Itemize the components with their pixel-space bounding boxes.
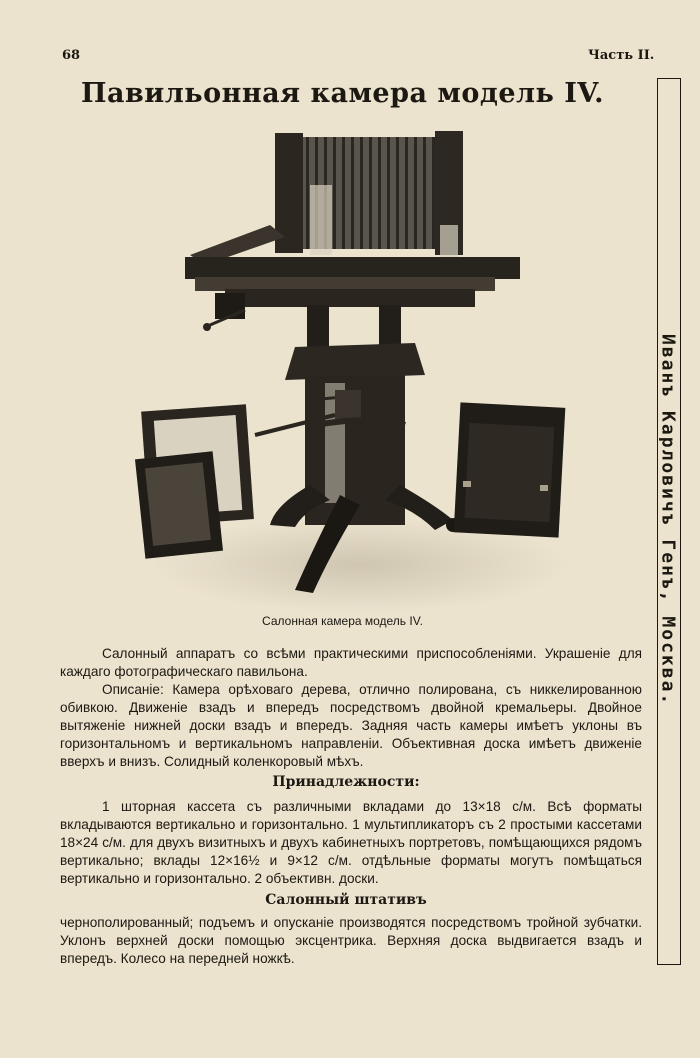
description-paragraph: Описаніе: Камера орѣховаго дерева, отлично полирована, съ никкелированною обивкою. Движеніе взадъ и впередъ посредствомъ двойной кремальеры. Двойное вытяженіе нижней доски взадъ и впередъ. Задняя часть камеры имѣетъ уклоны въ горизонтальномъ и вертикальномъ направленіи. Объективная доска имѣетъ движеніе вверхъ и внизъ. Солидный коленкоровый мѣхъ. (60, 682, 642, 769)
camera-body (275, 131, 463, 257)
stand-section (60, 914, 642, 968)
page-number: 68 (62, 48, 81, 63)
camera-illustration (135, 125, 575, 615)
side-banner-text: Иванъ Карловичъ Генъ, Москва. (657, 333, 679, 707)
accessories-section (60, 798, 642, 888)
running-head: Часть II. (588, 48, 655, 63)
photo-caption: Салонная камера модель IV. (262, 614, 423, 628)
page-title: Павильонная камера модель IV. (80, 78, 605, 109)
intro-section (60, 645, 642, 771)
accessories-heading: Принадлежности: (272, 774, 420, 790)
plate-holder-right (454, 402, 566, 537)
accessories-paragraph: 1 шторная кассета съ различными вкладами до 13×18 с/м. Всѣ форматы вкладываются вертикально и горизонтально. 1 мультипликаторъ съ 2 простыми кассетами 18×24 с/м. для двухъ визитныхъ и двухъ кабинетныхъ портретовъ, помѣщающихся рядомъ вертикально; вклады 12×16½ и 9×12 с/м. отдѣльные форматы могутъ помѣщаться вертикально и горизонтально. 2 объективн. доски. (60, 799, 642, 886)
stand-paragraph: чернополированный; подъемъ и опусканіе производятся посредствомъ тройной зубчатки. Уклонъ верхней доски помощью эксцентрика. Верхняя доска выдвигается взадъ и впередъ. Колесо на передней ножкѣ. (60, 915, 642, 966)
side-banner (658, 80, 678, 960)
stand-heading: Салонный штативъ (265, 892, 427, 908)
intro-paragraph: Салонный аппаратъ со всѣми практическими приспособленіями. Украшеніе для каждаго фотографическаго павильона. (60, 646, 642, 679)
